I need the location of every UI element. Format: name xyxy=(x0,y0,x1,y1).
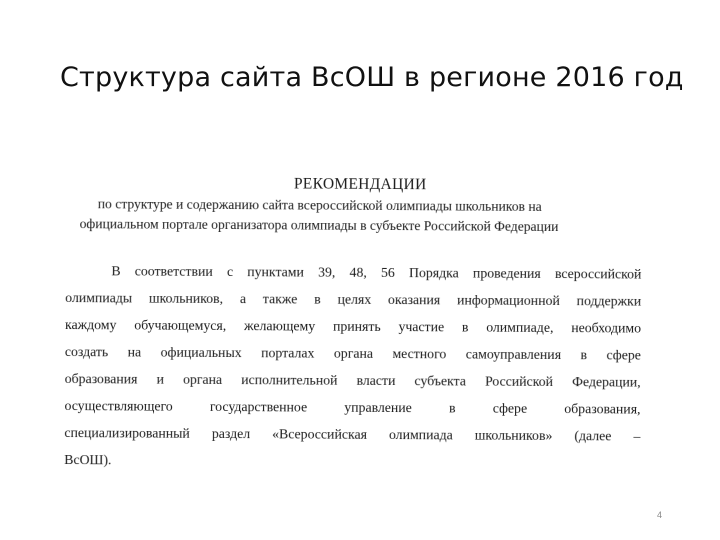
slide-title: Структура сайта ВсОШ в регионе 2016 год xyxy=(60,62,684,93)
page-number: 4 xyxy=(657,510,663,520)
scanned-document xyxy=(64,170,650,474)
document-body-line-4: создать на официальных порталах органа местного самоуправления в сфере xyxy=(64,343,641,363)
document-body-line-7: специализированный раздел «Всероссийская олимпиада школьников» (далее – xyxy=(64,424,641,444)
document-body-line-6: осуществляющего государственное управление в сфере образования, xyxy=(64,397,641,417)
document-body-line-3: каждому обучающемуся, желающему принять участие в олимпиаде, необходимо xyxy=(65,316,642,336)
document-heading: РЕКОМЕНДАЦИИ xyxy=(293,175,427,194)
document-subtitle-line-1: по структуре и содержанию сайта всероссийской олимпиады школьников на xyxy=(97,196,542,214)
document-body-line-1: В соответствии с пунктами 39, 48, 56 Порядка проведения всероссийской xyxy=(111,263,642,282)
document-body-line-8: ВсОШ). xyxy=(64,451,112,468)
document-body-line-5: образования и органа исполнительной власти субъекта Российской Федерации, xyxy=(64,370,641,390)
document-subtitle-line-2: официальном портале организатора олимпиады в субъекте Российской Федерации xyxy=(79,216,559,235)
document-body-line-2: олимпиады школьников, а также в целях оказания информационной поддержки xyxy=(65,289,642,309)
